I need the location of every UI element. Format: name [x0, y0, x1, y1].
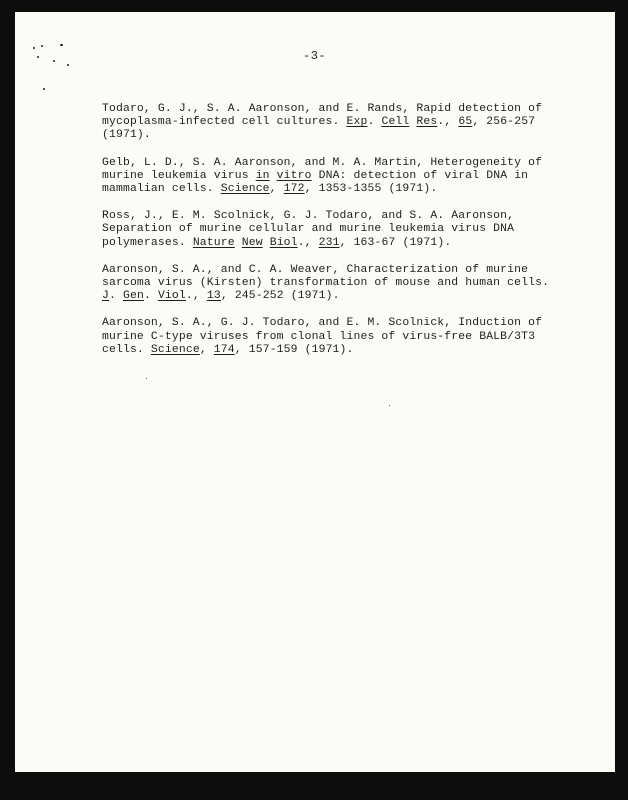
reference-line [102, 317, 602, 330]
reference-text: Gelb, L. D., S. A. Aaronson, and M. A. Martin, Heterogeneity of [102, 156, 543, 169]
reference-line [102, 223, 602, 236]
reference-text: ., [185, 290, 207, 303]
reference-entry [102, 157, 602, 197]
scan-speck [60, 44, 63, 46]
underlined-citation-text: New [241, 236, 263, 249]
reference-text: Aaronson, S. A., G. J. Todaro, and E. M. Scolnick, Induction of [102, 317, 543, 330]
scan-speck [41, 45, 43, 47]
reference-text [235, 237, 242, 249]
reference-text [263, 237, 270, 249]
reference-text [270, 170, 277, 182]
reference-text: , [269, 183, 284, 196]
underlined-citation-text: 231 [318, 236, 340, 249]
reference-entry [102, 103, 602, 143]
reference-line [102, 170, 602, 183]
underlined-citation-text: Science [150, 343, 200, 356]
reference-text: . [367, 116, 382, 129]
reference-text: . [143, 290, 158, 303]
reference-line [102, 183, 602, 196]
underlined-citation-text: J [102, 290, 109, 303]
reference-text: , 163-67 (1971). [339, 236, 452, 249]
reference-line [102, 331, 602, 344]
underlined-citation-text: vitro [276, 169, 312, 182]
underlined-citation-text: 65 [458, 116, 473, 129]
reference-text: , [199, 343, 214, 356]
reference-text: ., [297, 236, 319, 249]
reference-list [102, 103, 602, 371]
reference-text: murine C-type viruses from clonal lines of virus-free BALB/3T3 [102, 330, 536, 343]
underlined-citation-text: Exp [346, 116, 368, 129]
reference-text: polymerases. [102, 236, 193, 249]
reference-text: Todaro, G. J., S. A. Aaronson, and E. Rands, Rapid detection of [102, 103, 543, 115]
document-page [15, 12, 615, 772]
reference-text: cells. [102, 343, 151, 356]
reference-text: , 245-252 (1971). [220, 290, 340, 303]
underlined-citation-text: Nature [192, 236, 235, 249]
reference-line [102, 129, 602, 142]
reference-line [102, 344, 602, 357]
underlined-citation-text: 172 [283, 183, 305, 196]
reference-text: Ross, J., E. M. Scolnick, G. J. Todaro, and S. A. Aaronson, [102, 210, 515, 223]
reference-text: , 1353-1355 (1971). [304, 183, 438, 196]
reference-line [102, 116, 602, 129]
reference-text: mycoplasma-infected cell cultures. [102, 116, 347, 129]
reference-line [102, 157, 602, 170]
underlined-citation-text: 174 [213, 343, 235, 356]
reference-text: sarcoma virus (Kirsten) transformation of mouse and human cells. [102, 277, 550, 290]
reference-line [102, 290, 602, 303]
scan-speck [67, 64, 69, 66]
reference-line [102, 264, 602, 277]
reference-entry [102, 210, 602, 250]
scan-speck [389, 405, 390, 406]
reference-text: (1971). [102, 129, 151, 142]
underlined-citation-text: Biol [269, 236, 298, 249]
underlined-citation-text: 13 [206, 290, 221, 303]
scan-speck [146, 378, 147, 379]
reference-line [102, 210, 602, 223]
scan-speck [53, 60, 55, 62]
scan-speck [43, 88, 45, 90]
underlined-citation-text: Science [220, 183, 270, 196]
reference-line [102, 277, 602, 290]
reference-text: , 256-257 [472, 116, 536, 129]
scan-speck [33, 47, 35, 49]
reference-line [102, 237, 602, 250]
reference-text: murine leukemia virus [102, 169, 256, 182]
underlined-citation-text: Viol [157, 290, 186, 303]
page-number: -3- [303, 49, 327, 63]
reference-text: ., [437, 116, 459, 129]
reference-text: , 157-159 (1971). [234, 343, 354, 356]
reference-text: mammalian cells. [102, 183, 221, 196]
underlined-citation-text: in [255, 169, 270, 182]
reference-text: Aaronson, S. A., and C. A. Weaver, Characterization of murine [102, 263, 529, 276]
reference-text: DNA: detection of viral DNA in [311, 169, 529, 182]
underlined-citation-text: Cell [381, 116, 410, 129]
scan-speck [37, 56, 39, 58]
reference-line [102, 103, 602, 116]
reference-entry [102, 317, 602, 357]
reference-text: . [109, 290, 123, 303]
underlined-citation-text: Res [416, 116, 438, 129]
reference-text: Separation of murine cellular and murine leukemia virus DNA [102, 223, 515, 236]
reference-entry [102, 264, 602, 304]
underlined-citation-text: Gen [122, 290, 144, 303]
